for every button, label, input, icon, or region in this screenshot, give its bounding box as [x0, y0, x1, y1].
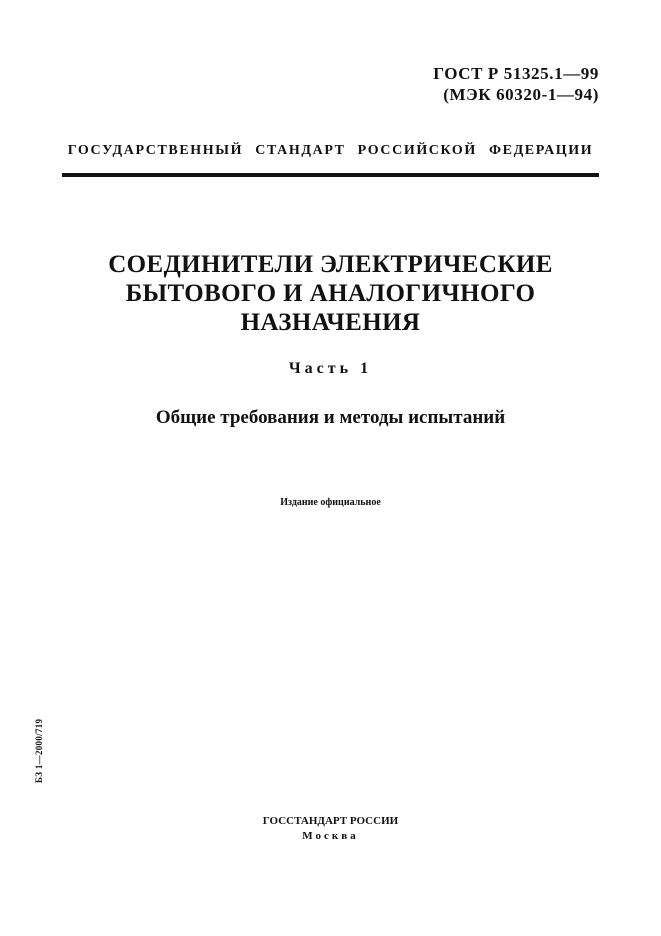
- document-number: [433, 63, 599, 105]
- title-line: БЫТОВОГО И АНАЛОГИЧНОГО: [125, 280, 536, 307]
- publisher-name: ГОССТАНДАРТ РОССИИ: [262, 815, 399, 827]
- standard-header: ГОСУДАРСТВЕННЫЙ СТАНДАРТ РОССИЙСКОЙ ФЕДЕРАЦИИ: [67, 143, 594, 158]
- side-code: БЗ 1—2000/719: [34, 718, 44, 783]
- gost-number: ГОСТ Р 51325.1—99: [433, 64, 599, 83]
- part-label: Часть 1: [288, 360, 373, 377]
- edition-label: Издание официальное: [280, 497, 381, 508]
- iec-number: (МЭК 60320-1—94): [443, 85, 599, 104]
- publisher-city: Москва: [302, 830, 359, 842]
- title-line: СОЕДИНИТЕЛИ ЭЛЕКТРИЧЕСКИЕ: [108, 251, 553, 278]
- title-line: НАЗНАЧЕНИЯ: [240, 309, 421, 336]
- header-divider: [62, 173, 599, 177]
- document-subtitle: Общие требования и методы испытаний: [155, 407, 506, 428]
- document-title: [62, 250, 599, 337]
- publisher-block: [62, 814, 599, 844]
